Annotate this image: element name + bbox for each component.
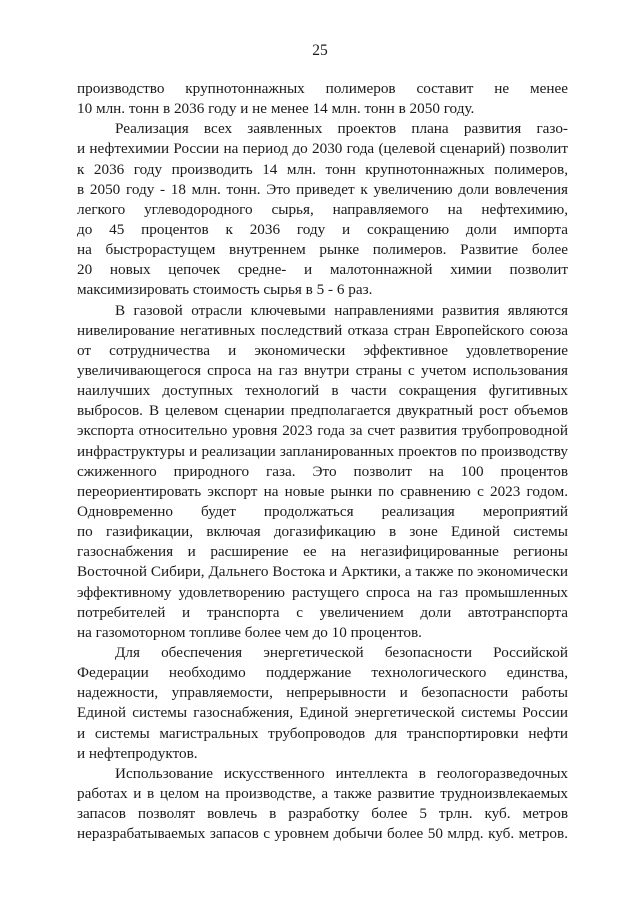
text-line: В газовой отрасли ключевыми направлениями развития являются (115, 301, 568, 319)
text-line: неразрабатываемых запасов с уровнем добычи более 50 млрд. куб. метров. (77, 825, 568, 843)
text-line: на газомоторном топливе более чем до 10 процентов. (77, 623, 422, 641)
text-line: Единой системы газоснабжения, Единой энергетической системы России (77, 704, 568, 722)
text-line: наилучших доступных технологий в части сокращения фугитивных (77, 382, 568, 400)
text-line: к 2036 году производить 14 млн. тонн крупнотоннажных полимеров, (77, 160, 568, 178)
text-line: и нефтехимии России на период до 2030 года (целевой сценарий) позволит (77, 140, 568, 158)
text-line: нивелирование негативных последствий отказа стран Европейского союза (77, 321, 568, 339)
text-line: выбросов. В целевом сценарии предполагается двукратный рост объемов (77, 402, 568, 420)
text-line: газоснабжения и расширение ее на негазифицированные регионы (77, 543, 568, 561)
text-line: до 45 процентов к 2036 году и сокращению доли импорта (77, 220, 568, 238)
paragraph (77, 764, 568, 845)
text-line: Одновременно будет продолжаться реализация мероприятий (77, 502, 568, 520)
text-line: переориентировать экспорт на новые рынки по сравнению с 2023 годом. (77, 482, 568, 500)
text-line: на быстрорастущем внутреннем рынке полимеров. Развитие более (77, 241, 568, 259)
text-line: и системы магистральных трубопроводов для транспортировки нефти (77, 724, 568, 742)
text-line: легкого углеводородного сырья, направляемого на нефтехимию, (77, 200, 568, 218)
text-line: Восточной Сибири, Дальнего Востока и Арктики, а также по экономически (77, 563, 568, 581)
paragraph (77, 79, 568, 119)
text-line: работах и в целом на производстве, а также развитие трудноизвлекаемых (77, 784, 568, 802)
text-line: Федерации необходимо поддержание технологического единства, (77, 664, 568, 682)
text-line: увеличивающегося спроса на газ внутри страны с учетом использования (77, 361, 568, 379)
text-line: от сотрудничества и экономически эффективное удовлетворение (77, 341, 568, 359)
text-line: 10 млн. тонн в 2036 году и не менее 14 млн. тонн в 2050 году. (77, 100, 475, 118)
text-line: в 2050 году - 18 млн. тонн. Это приведет к увеличению доли вовлечения (77, 180, 568, 198)
text-line: по газификации, включая догазификацию в зоне Единой системы (77, 523, 568, 541)
text-line: сжиженного природного газа. Это позволит на 100 процентов (77, 462, 568, 480)
text-line: экспорта относительно уровня 2023 года за счет развития трубопроводной (77, 422, 568, 440)
text-line: производство крупнотоннажных полимеров составит не менее (77, 80, 568, 97)
text-line: и нефтепродуктов. (77, 744, 198, 762)
paragraph (77, 119, 568, 300)
text-line: потребителей и транспорта с увеличением доли автотранспорта (77, 603, 568, 621)
text-line: 20 новых цепочек средне- и малотоннажной химии позволит (77, 261, 568, 279)
text-line: надежности, управляемости, непрерывности и безопасности работы (77, 684, 568, 702)
text-line: эффективному удовлетворению растущего спроса на газ промышленных (77, 583, 568, 601)
text-line: запасов позволят вовлечь в разработку более 5 трлн. куб. метров (77, 805, 568, 823)
paragraph (77, 643, 568, 764)
text-line: Для обеспечения энергетической безопасности Российской (115, 643, 568, 661)
text-line: максимизировать стоимость сырья в 5 - 6 раз. (77, 281, 373, 299)
text-line: Реализация всех заявленных проектов плана развития газо- (115, 120, 568, 138)
text-line: Использование искусственного интеллекта в геологоразведочных (115, 764, 568, 782)
page-number: 25 (312, 42, 328, 59)
text-line: инфраструктуры и реализации запланированных проектов по производству (77, 442, 568, 460)
document-body (77, 79, 568, 844)
paragraph (77, 301, 568, 643)
